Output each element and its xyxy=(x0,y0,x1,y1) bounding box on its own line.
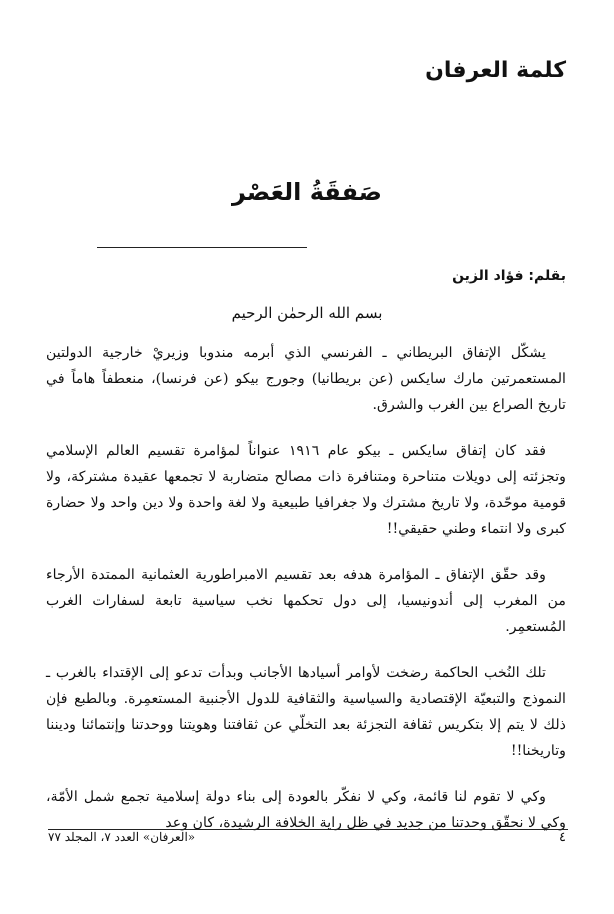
journal-citation: «العرفان» العدد ٧، المجلد ٧٧ xyxy=(48,830,196,844)
article-body xyxy=(46,340,566,856)
paragraph: وقد حقّق الإتفاق ـ المؤامرة هدفه بعد تقسيم الامبراطورية العثمانية الممتدة الأرجاء من المغرب إلى أندونيسيا، إلى دول تحكمها نخب سياسية تابعة لسفارات الغرب المُستعمِر. xyxy=(46,567,566,635)
title-divider xyxy=(97,247,307,248)
paragraph: وكي لا تقوم لنا قائمة، وكي لا نفكّر بالعودة إلى بناء دولة إسلامية تجمع شمل الأمّة، وكي لا نحقّق وحدتنا من جديد في ظل راية الخلافة الرشيدة، كان وعد xyxy=(46,789,566,831)
section-title: كلمة العرفان xyxy=(425,58,566,83)
paragraph: فقد كان إتفاق سايكس ـ بيكو عام ١٩١٦ عنواناً لمؤامرة تقسيم العالم الإسلامي وتجزئته إلى دويلات متناحرة ومتنافرة ذات مصالح متضاربة لا تجمعها عقيدة مشتركة، ولا قومية موحّدة، ولا تاريخ مشترك ولا جغرافيا طبيعية ولا لغة واحدة ولا دين واحد ولا حضارة كبرى ولا انتماء وطني حقيقي!! xyxy=(46,443,566,537)
basmala: بسم الله الرحمٰن الرحيم xyxy=(231,304,383,322)
page-number: ٤ xyxy=(559,830,566,845)
paragraph: تلك النُخب الحاكمة رضخت لأوامر أسيادها الأجانب وبدأت تدعو إلى الإقتداء بالغرب ـ النموذج والتبعيّة الإقتصادية والسياسية والثقافية للدول الأجنبية المستعمِرة. وبالطبع فإن ذلك لا يتم إلا بتكريس ثقافة التجزئة بعد التخلّي عن ثقافتنا وهويتنا ووحدتنا وإنتمائنا وديننا وتاريخنا!! xyxy=(46,665,566,759)
article-title: صَفقَةُ العَصْر xyxy=(231,178,382,206)
paragraph: يشكّل الإتفاق البريطاني ـ الفرنسي الذي أبرمه مندوبا وزيريْ خارجية الدولتين المستعمرتين مارك سايكس (عن بريطانيا) وجورج بيكو (عن فرنسا)، منعطفاً هاماً في تاريخ الصراع بين الغرب والشرق. xyxy=(46,345,566,413)
author-byline: بقلم: فؤاد الزين xyxy=(452,268,566,284)
